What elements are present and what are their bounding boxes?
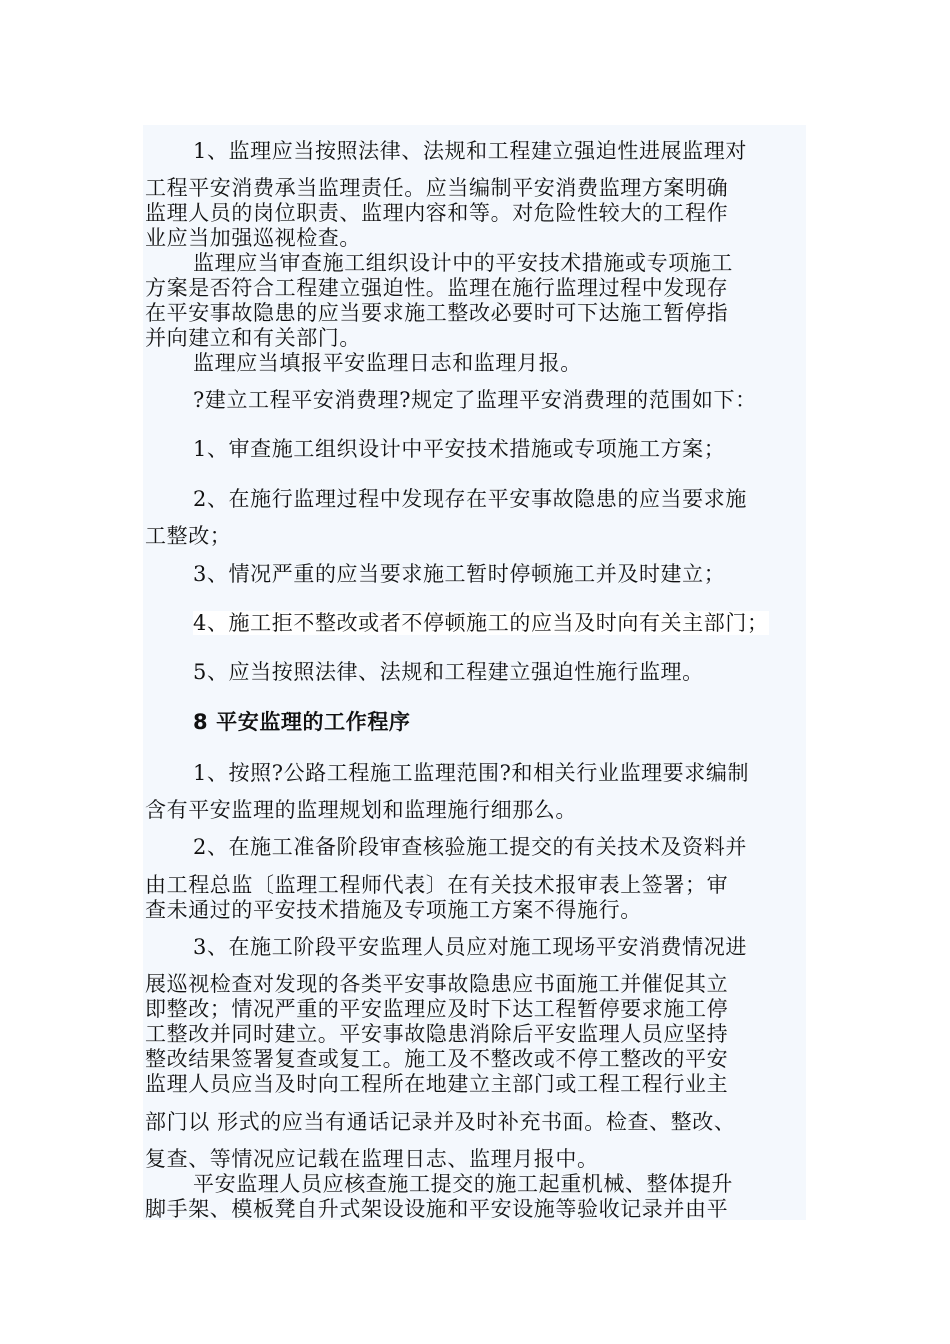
paragraph-line: 含有平安监理的监理规划和监理施行细那么。 (145, 798, 577, 822)
paragraph-line: 监理人员的岗位职责、监理内容和等。对危险性较大的工程作 (145, 201, 729, 225)
list-item-4: 4、施工拒不整改或者不停顿施工的应当及时向有关主部门； (193, 611, 769, 635)
list-item-2: 2、在施行监理过程中发现存在平安事故隐患的应当要求施 (193, 487, 747, 511)
list-item-5: 5、应当按照法律、法规和工程建立强迫性施行监理。 (193, 660, 704, 684)
paragraph-line: 1、按照?公路工程施工监理范围?和相关行业监理要求编制 (193, 761, 750, 785)
paragraph-line: 1、监理应当按照法律、法规和工程建立强迫性进展监理对 (193, 139, 747, 163)
paragraph-line: 工程平安消费承当监理责任。应当编制平安消费监理方案明确 (145, 176, 729, 200)
list-item-2-continued: 工整改； (145, 524, 232, 548)
list-item-3: 3、情况严重的应当要求施工暂时停顿施工并及时建立； (193, 562, 726, 586)
paragraph-line: 监理应当审查施工组织设计中的平安技术措施或专项施工 (193, 251, 733, 275)
paragraph-line: 脚手架、模板凳自升式架设设施和平安设施等验收记录并由平 (145, 1197, 729, 1221)
paragraph-line: 展巡视检查对发现的各类平安事故隐患应书面施工并催促其立 (145, 972, 729, 996)
paragraph-line: 在平安事故隐患的应当要求施工整改必要时可下达施工暂停指 (145, 301, 729, 325)
paragraph-line: 查未通过的平安技术措施及专项施工方案不得施行。 (145, 898, 642, 922)
paragraph-line: 监理应当填报平安监理日志和监理月报。 (193, 351, 582, 375)
paragraph-line: ?建立工程平安消费理?规定了监理平安消费理的范围如下： (193, 388, 757, 412)
paragraph-line: 部门以 形式的应当有通话记录并及时补充书面。检查、整改、 (145, 1110, 736, 1134)
paragraph-line: 复查、等情况应记载在监理日志、监理月报中。 (145, 1147, 599, 1171)
section-heading: 8 平安监理的工作程序 (193, 710, 411, 734)
list-item-1: 1、审查施工组织设计中平安技术措施或专项施工方案； (193, 437, 726, 461)
paragraph-line: 监理人员应当及时向工程所在地建立主部门或工程工程行业主 (145, 1072, 729, 1096)
paragraph-line: 由工程总监〔监理工程师代表〕在有关技术报审表上签署；审 (145, 873, 729, 897)
paragraph-line: 2、在施工准备阶段审查核验施工提交的有关技术及资料并 (193, 835, 747, 859)
paragraph-line: 方案是否符合工程建立强迫性。监理在施行监理过程中发现存 (145, 276, 729, 300)
paragraph-line: 工整改并同时建立。平安事故隐患消除后平安监理人员应坚持 (145, 1022, 729, 1046)
paragraph-line: 即整改；情况严重的平安监理应及时下达工程暂停要求施工停 (145, 997, 729, 1021)
paragraph-line: 并向建立和有关部门。 (145, 326, 361, 350)
paragraph-line: 业应当加强巡视检查。 (145, 226, 361, 250)
paragraph-line: 3、在施工阶段平安监理人员应对施工现场平安消费情况进 (193, 935, 747, 959)
paragraph-line: 平安监理人员应核查施工提交的施工起重机械、整体提升 (193, 1172, 733, 1196)
paragraph-line: 整改结果签署复查或复工。施工及不整改或不停工整改的平安 (145, 1047, 729, 1071)
